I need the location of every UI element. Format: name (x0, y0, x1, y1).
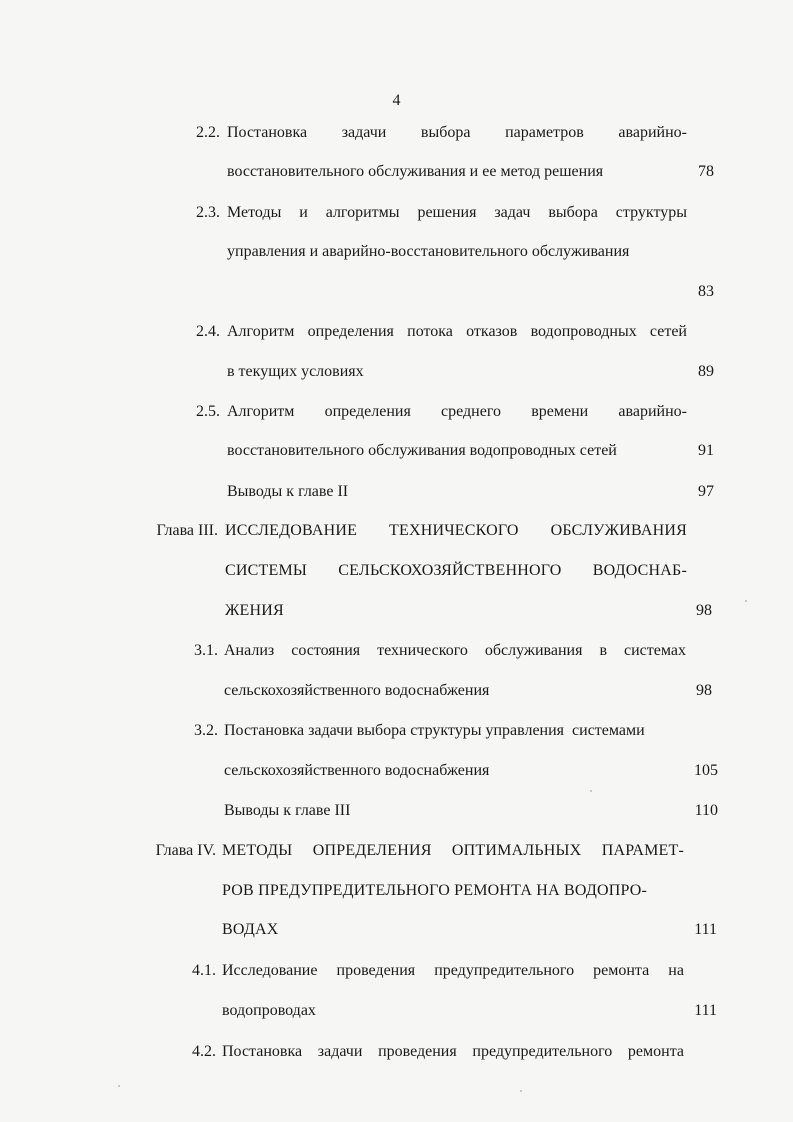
title-word: определения (307, 323, 394, 340)
chapter-title-line: ЖЕНИЯ (225, 602, 284, 619)
title-word: предупредительного (434, 962, 575, 979)
chapter-number: Глава III. (156, 522, 218, 539)
entry-title-line: в текущих условиях (227, 363, 364, 380)
scan-speck (745, 600, 747, 602)
entry-number: 2.5. (196, 403, 220, 420)
entry-page: 105 (694, 762, 718, 779)
entry-page: 91 (698, 442, 714, 459)
chapter-title-line: ВОДАХ (222, 921, 279, 938)
title-word: предупредительного (472, 1043, 613, 1060)
entry-title-line: Выводы к главе II (227, 483, 349, 500)
title-word: на (668, 962, 684, 979)
entry-page: 78 (698, 163, 714, 180)
title-word: обслуживания (484, 642, 583, 659)
entry-number: 2.2. (196, 124, 220, 141)
page-number: 4 (392, 92, 401, 109)
title-word: ОПТИМАЛЬНЫХ (451, 842, 582, 859)
title-word: проведения (336, 962, 416, 979)
title-word: ремонта (593, 962, 650, 979)
title-word: параметров (505, 124, 584, 141)
title-word: СИСТЕМЫ (225, 562, 308, 579)
title-word: Анализ (224, 642, 275, 659)
title-word: среднего (441, 403, 501, 420)
chapter-title-line (225, 522, 687, 540)
title-word: Постановка (222, 1043, 303, 1060)
entry-title-line (227, 124, 687, 142)
title-word: ВОДОСНАБ- (592, 562, 687, 579)
title-word: ОБСЛУЖИВАНИЯ (550, 522, 687, 539)
chapter-title-line: РОВ ПРЕДУПРЕДИТЕЛЬНОГО РЕМОНТА НА ВОДОПРО- (222, 882, 648, 899)
entry-title-line (222, 1043, 684, 1061)
title-word: структуры (615, 204, 687, 221)
chapter-title-line (225, 562, 687, 580)
entry-title-line (227, 323, 687, 341)
entry-number: 2.3. (196, 204, 220, 221)
title-word: алгоритмы (325, 204, 400, 221)
entry-title-line: сельскохозяйственного водоснабжения (224, 762, 490, 779)
entry-page: 83 (698, 283, 714, 300)
entry-title-line: управления и аварийно-восстановительного обслуживания (227, 243, 630, 260)
entry-title-line (227, 403, 687, 421)
title-word: ремонта (627, 1043, 684, 1060)
title-word: определения (324, 403, 411, 420)
entry-title-line: Постановка задачи выбора структуры управления системами (224, 722, 645, 739)
title-word: аварийно- (618, 403, 687, 420)
title-word: выбора (548, 204, 598, 221)
entry-number: 3.2. (194, 722, 218, 739)
entry-title-line: сельскохозяйственного водоснабжения (224, 682, 490, 699)
chapter-title-line (222, 842, 684, 860)
title-word: состояния (291, 642, 361, 659)
entry-title-line: Выводы к главе III (224, 802, 351, 819)
title-word: отказов (466, 323, 518, 340)
title-word: ПАРАМЕТ- (601, 842, 684, 859)
entry-number: 4.1. (192, 962, 216, 979)
title-word: системах (623, 642, 686, 659)
entry-number: 4.2. (192, 1043, 216, 1060)
title-word: задачи (341, 124, 387, 141)
entry-page: 98 (696, 602, 712, 619)
entry-number: 3.1. (194, 642, 218, 659)
entry-page: 97 (698, 483, 714, 500)
title-word: СЕЛЬСКОХОЗЯЙСТВЕННОГО (338, 562, 562, 579)
chapter-number: Глава IV. (155, 842, 216, 859)
title-word: ОПРЕДЕЛЕНИЯ (312, 842, 432, 859)
entry-page: 110 (694, 802, 718, 819)
scan-speck (590, 790, 592, 792)
title-word: ИССЛЕДОВАНИЕ (225, 522, 358, 539)
title-word: задачи (317, 1043, 363, 1060)
title-word: выбора (420, 124, 471, 141)
title-word: в (599, 642, 607, 659)
title-word: МЕТОДЫ (222, 842, 293, 859)
entry-page: 89 (698, 363, 714, 380)
title-word: Алгоритм (227, 323, 295, 340)
title-word: Постановка (227, 124, 308, 141)
title-word: технического (377, 642, 468, 659)
title-word: задач (494, 204, 531, 221)
title-word: проведения (378, 1043, 457, 1060)
entry-page: 111 (694, 1002, 717, 1019)
title-word: потока (407, 323, 453, 340)
scan-speck (520, 1090, 522, 1092)
entry-page: 111 (694, 921, 717, 938)
entry-title-line (222, 962, 684, 980)
entry-page: 98 (696, 682, 712, 699)
entry-title-line (227, 204, 687, 222)
title-word: и (299, 204, 308, 221)
entry-number: 2.4. (196, 323, 220, 340)
title-word: решения (417, 204, 477, 221)
title-word: аварийно- (618, 124, 687, 141)
title-word: сетей (649, 323, 687, 340)
title-word: ТЕХНИЧЕСКОГО (389, 522, 519, 539)
entry-title-line: восстановительного обслуживания водопроводных сетей (227, 442, 617, 459)
title-word: Методы (227, 204, 282, 221)
scan-speck (118, 1085, 120, 1087)
title-word: водопроводных (530, 323, 637, 340)
entry-title-line (224, 642, 686, 660)
title-word: Исследование (222, 962, 318, 979)
title-word: времени (531, 403, 589, 420)
entry-title-line: восстановительного обслуживания и ее метод решения (227, 163, 604, 180)
entry-title-line: водопроводах (222, 1002, 316, 1019)
title-word: Алгоритм (227, 403, 295, 420)
